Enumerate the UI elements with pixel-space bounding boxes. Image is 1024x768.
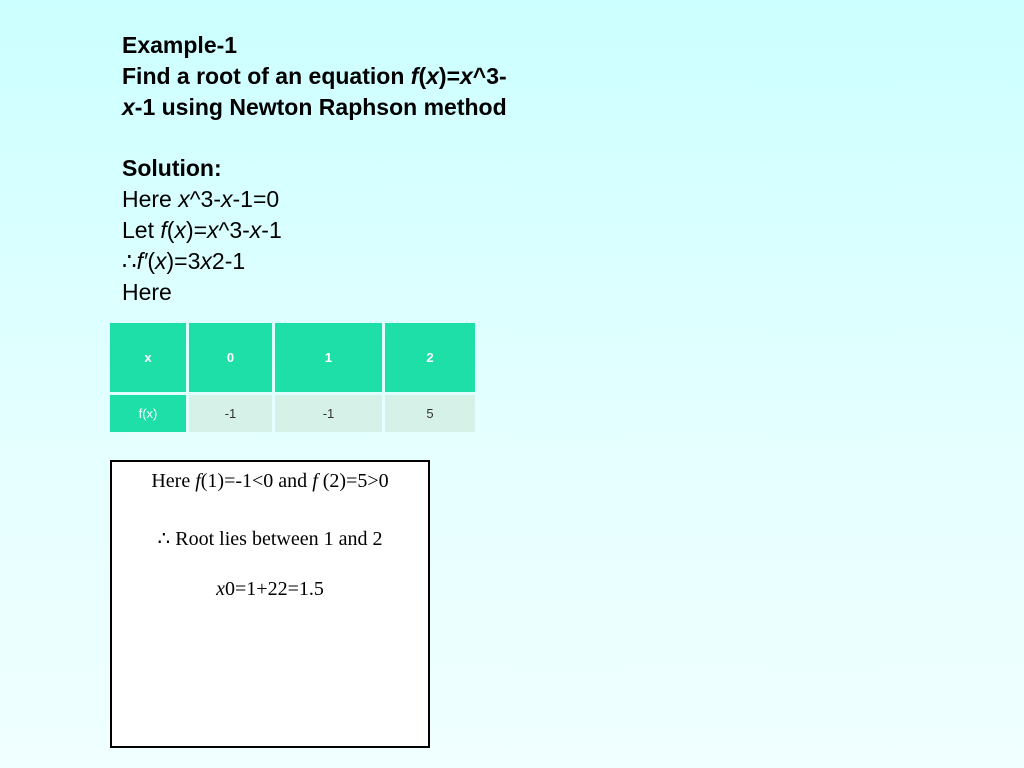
equation-line: Here x^3-x-1=0 [122,186,280,212]
sign-change-line: Here f(1)=-1<0 and f (2)=5>0 [151,470,389,492]
problem-statement-line2: x-1 using Newton Raphson method [122,94,507,120]
solution-section [122,153,282,308]
solution-title: Solution: [122,155,222,181]
derivative-line: ∴f′(x)=3x2-1 [122,248,246,274]
table-header-cell: 0 [189,323,272,392]
table-cell: -1 [275,395,382,432]
table-row-fx [110,395,475,432]
problem-statement-line1: Find a root of an equation f(x)=x^3- [122,63,507,89]
table-cell: 5 [385,395,475,432]
root-interval-line: ∴ Root lies between 1 and 2 [157,528,383,550]
table-row-label: f(x) [110,395,186,432]
table-header-cell: 2 [385,323,475,392]
conclusion-box [110,460,430,748]
function-definition-line: Let f(x)=x^3-x-1 [122,217,282,243]
table-cell: -1 [189,395,272,432]
example-title: Example-1 [122,32,238,58]
initial-guess-line: x0=1+22=1.5 [216,578,324,600]
therefore-symbol: ∴ [122,248,137,274]
values-table [107,320,478,435]
table-header-cell: x [110,323,186,392]
table-header-cell: 1 [275,323,382,392]
here-label: Here [122,279,172,305]
example-heading [122,30,507,123]
table-row-x [110,323,475,392]
